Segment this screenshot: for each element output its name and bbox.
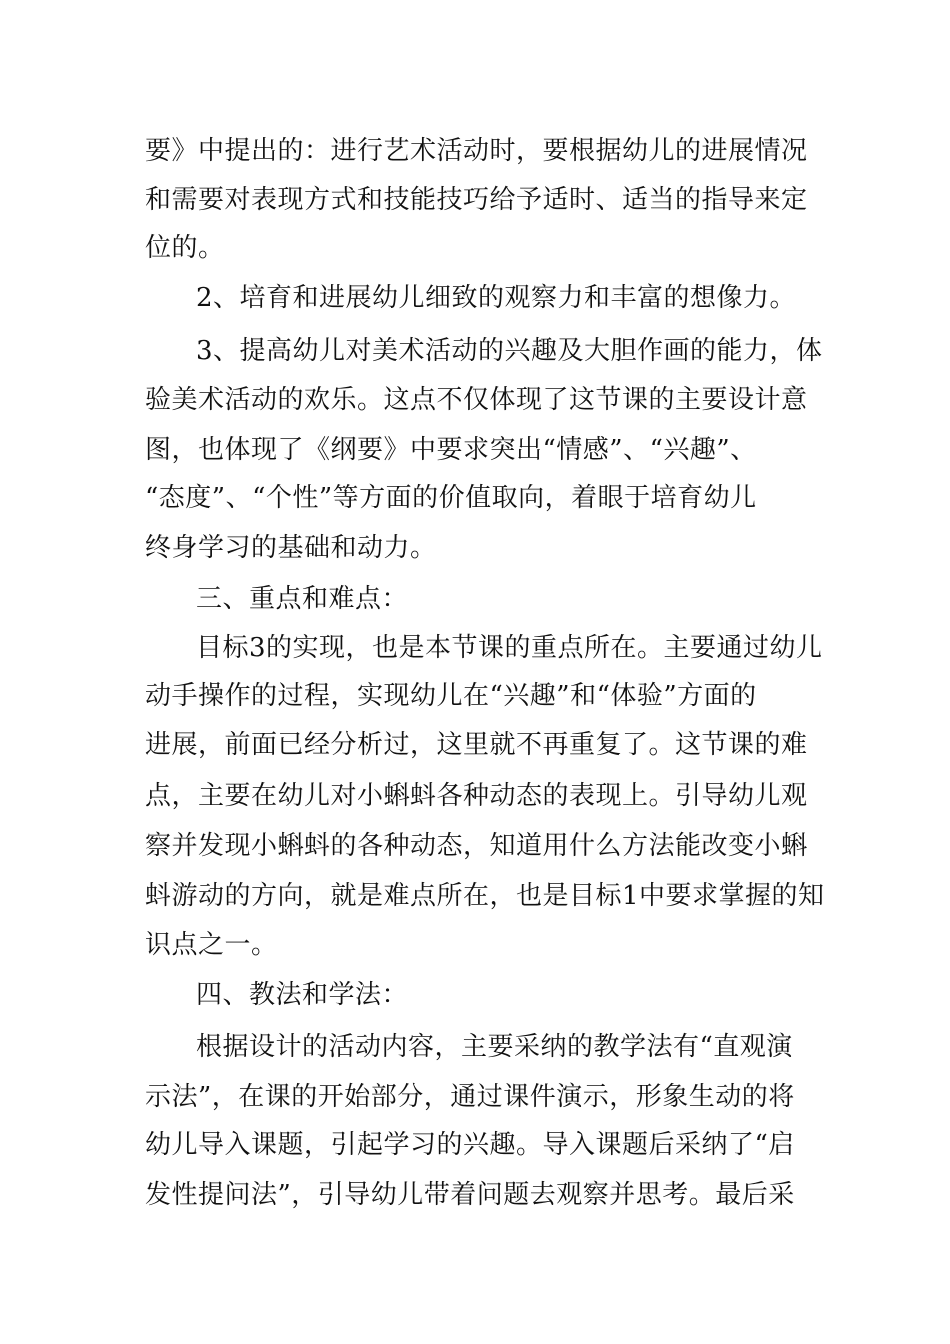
- text-line: “态度”、“个性”等方面的价值取向，着眼于培育幼儿: [145, 483, 757, 513]
- text-line: 3、提高幼儿对美术活动的兴趣及大胆作画的能力，体: [196, 336, 823, 366]
- text-line: 识点之一。: [145, 930, 278, 960]
- text-line: 验美术活动的欢乐。这点不仅体现了这节课的主要设计意: [145, 385, 808, 415]
- text-line: 和需要对表现方式和技能技巧给予适时、适当的指导来定: [145, 185, 808, 215]
- section-heading: 四、教法和学法：: [196, 980, 409, 1010]
- text-line: 发性提问法”，引导幼儿带着问题去观察并思考。最后采: [145, 1180, 795, 1210]
- text-line: 动手操作的过程，实现幼儿在“兴趣”和“体验”方面的: [145, 681, 757, 711]
- text-line: 位的。: [145, 233, 225, 263]
- text-line: 蚪游动的方向，就是难点所在，也是目标1中要求掌握的知: [145, 881, 825, 911]
- text-line: 幼儿导入课题，引起学习的兴趣。导入课题后采纳了“启: [145, 1130, 795, 1160]
- text-line: 目标3的实现，也是本节课的重点所在。主要通过幼儿: [196, 633, 823, 663]
- text-line: 图，也体现了《纲要》中要求突出“情感”、“兴趣”、: [145, 435, 757, 465]
- text-line: 终身学习的基础和动力。: [145, 533, 437, 563]
- text-line: 要》中提出的：进行艺术活动时，要根据幼儿的进展情况: [145, 136, 808, 166]
- text-line: 根据设计的活动内容，主要采纳的教学法有“直观演: [196, 1032, 793, 1062]
- section-heading: 三、重点和难点：: [196, 584, 409, 614]
- text-line: 点，主要在幼儿对小蝌蚪各种动态的表现上。引导幼儿观: [145, 781, 808, 811]
- text-line: 察并发现小蝌蚪的各种动态，知道用什么方法能改变小蝌: [145, 831, 808, 861]
- text-line: 进展，前面已经分析过，这里就不再重复了。这节课的难: [145, 730, 808, 760]
- text-line: 2、培育和进展幼儿细致的观察力和丰富的想像力。: [196, 283, 797, 313]
- text-line: 示法”，在课的开始部分，通过课件演示，形象生动的将: [145, 1082, 795, 1112]
